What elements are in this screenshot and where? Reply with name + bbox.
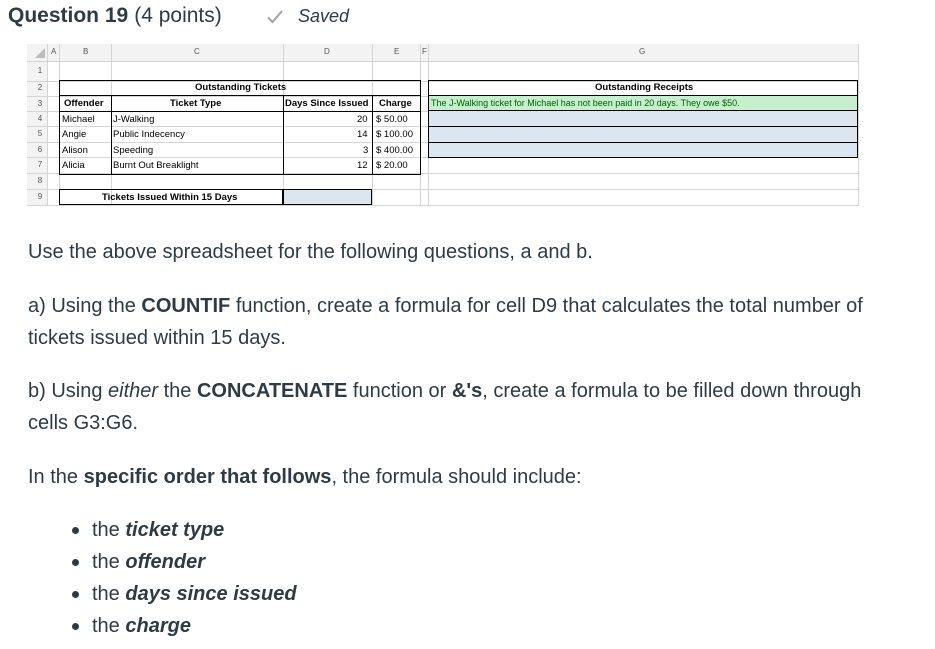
header-charge: Charge [379, 98, 412, 109]
bullet-icon [72, 623, 79, 630]
order-text-2: , the formula should include: [331, 466, 582, 488]
row-number-4: 4 [37, 114, 43, 123]
days-cell: 3 [363, 145, 369, 156]
saved-label: Saved [298, 6, 350, 26]
tickets-header-underline [59, 111, 421, 112]
spreadsheet-image [27, 44, 859, 206]
days-cell: 14 [357, 129, 368, 140]
ticket-type-cell: J-Walking [113, 114, 155, 125]
formula-order-list [28, 514, 297, 642]
days-cell: 20 [357, 114, 368, 125]
ticket-type-cell: Speeding [113, 145, 154, 156]
tickets-divider-b [111, 95, 112, 175]
list-item-prefix: the [92, 519, 126, 541]
part-a-text-1: a) Using the [28, 295, 142, 317]
part-b-text-4: , create a formula to be filled down through cells G3:G6. [28, 380, 862, 434]
list-item [92, 546, 297, 578]
col-header-b: B [83, 47, 89, 56]
paragraph-order [28, 461, 898, 493]
row-number-7: 7 [37, 160, 43, 169]
header-ticket-type: Ticket Type [170, 98, 222, 109]
part-b-concatenate: CONCATENATE [196, 380, 348, 402]
receipt-g3-text: The J-Walking ticket for Michael has not been paid in 20 days. They owe $50. [431, 98, 740, 108]
cell-g4-input [428, 110, 858, 127]
order-text-1: In the [28, 466, 84, 488]
list-item [92, 514, 297, 546]
outstanding-tickets-title: Outstanding Tickets [195, 82, 287, 93]
part-b-text-3: function or [347, 380, 452, 402]
part-a-text-2: function, create a formula for cell D9 that calculates the total number of tickets issued within 15 days. [28, 295, 863, 349]
paragraph-intro [28, 236, 898, 268]
part-b-text-1: b) Using [28, 380, 109, 402]
charge-cell: $ 400.00 [376, 145, 413, 156]
paragraph-part-a [28, 290, 898, 354]
bullet-icon [72, 559, 79, 566]
offender-cell: Alison [62, 145, 88, 156]
question-points: (4 points) [134, 4, 222, 27]
row-number-1: 1 [37, 66, 43, 75]
list-item-prefix: the [92, 551, 126, 573]
row-number-6: 6 [37, 145, 43, 154]
offender-cell: Alicia [62, 160, 85, 171]
question-title: Question 19 [8, 4, 129, 27]
col-header-a: A [51, 47, 57, 56]
bullet-icon [72, 527, 79, 534]
paragraph-part-b [28, 375, 898, 439]
col-header-d: D [324, 47, 330, 56]
col-header-e: E [394, 47, 400, 56]
bullet-icon [72, 591, 79, 598]
list-item-prefix: the [92, 583, 126, 605]
part-b-text-2: the [158, 380, 197, 402]
order-emphasis: specific order that follows [83, 466, 332, 488]
tickets-divider-c [283, 95, 284, 175]
list-item [92, 578, 297, 610]
col-header-f: F [422, 47, 427, 56]
cell-g5-input [428, 126, 858, 143]
header-days-since-issued: Days Since Issued [285, 98, 369, 109]
part-b-ampersand: &'s [451, 380, 483, 402]
list-item-prefix: the [92, 615, 126, 637]
cell-g6-input [428, 142, 858, 158]
list-item-emphasis: offender [125, 551, 205, 573]
checkmark-icon [266, 8, 284, 26]
question-header [8, 4, 222, 32]
ticket-type-cell: Burnt Out Breaklight [113, 160, 199, 171]
list-item-emphasis: ticket type [125, 519, 225, 541]
row-number-5: 5 [37, 129, 43, 138]
saved-status [266, 6, 349, 27]
cell-d9-input [283, 189, 372, 205]
col-header-g: G [639, 47, 646, 56]
charge-cell: $ 20.00 [376, 160, 408, 171]
charge-cell: $ 50.00 [376, 114, 408, 125]
list-item-emphasis: charge [125, 615, 191, 637]
tickets-divider-d [372, 95, 373, 175]
list-item [92, 610, 297, 642]
ticket-type-cell: Public Indecency [113, 129, 185, 140]
outstanding-receipts-title: Outstanding Receipts [595, 82, 694, 93]
offender-cell: Michael [62, 114, 95, 125]
row-number-2: 2 [37, 83, 43, 92]
charge-cell: $ 100.00 [376, 129, 413, 140]
offender-cell: Angie [62, 129, 87, 140]
part-b-either: either [108, 380, 159, 402]
col-header-c: C [194, 47, 200, 56]
row-number-3: 3 [37, 99, 43, 108]
list-item-emphasis: days since issued [125, 583, 297, 605]
tickets-issued-label: Tickets Issued Within 15 Days [102, 192, 238, 203]
row-number-9: 9 [37, 192, 43, 201]
days-cell: 12 [357, 160, 368, 171]
intro-text: Use the above spreadsheet for the following questions, a and b. [28, 241, 593, 263]
part-a-countif: COUNTIF [141, 295, 231, 317]
row-number-8: 8 [37, 176, 43, 185]
header-offender: Offender [64, 98, 104, 109]
